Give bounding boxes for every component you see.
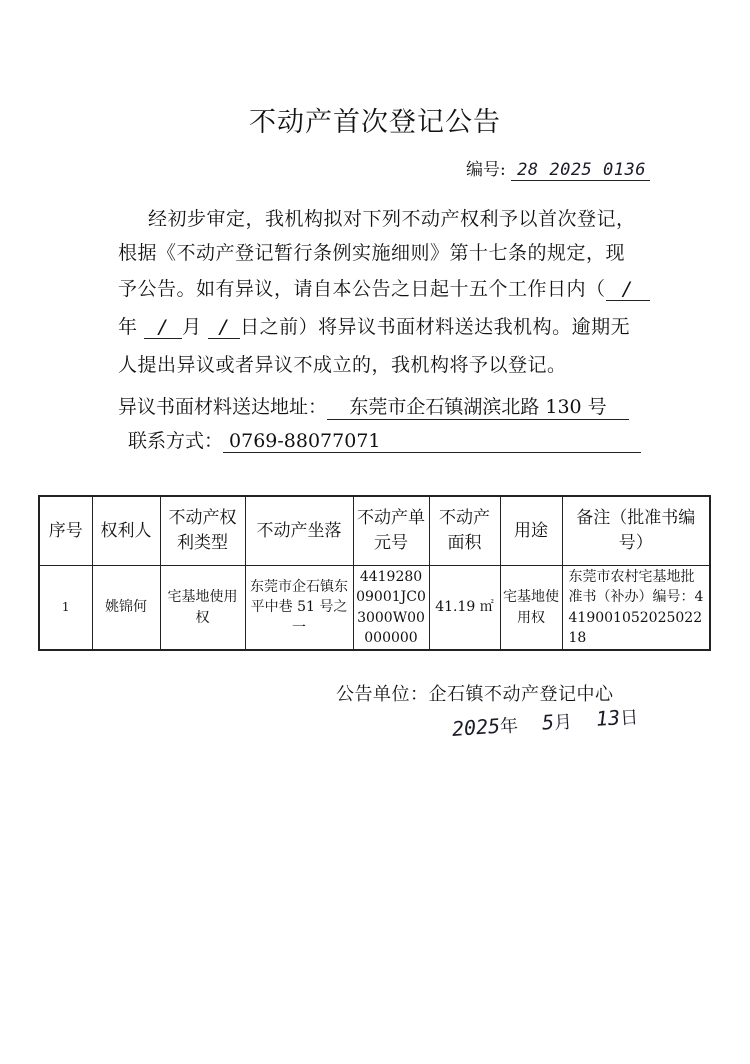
cell-holder: 姚锦何: [92, 566, 160, 651]
cell-use: 宅基地使用权: [500, 566, 562, 651]
deadline-day-blank: /: [208, 316, 240, 339]
publish-date: [451, 703, 639, 742]
date-year: 2025: [451, 713, 501, 741]
cell-right-type: 宅基地使用权: [160, 566, 245, 651]
header-area: 不动产面积: [429, 496, 500, 566]
header-holder: 权利人: [92, 496, 160, 566]
header-right-type: 不动产权利类型: [160, 496, 245, 566]
cell-area: 41.19 ㎡: [429, 566, 500, 651]
serial-number: [466, 155, 650, 180]
deadline-year-blank: /: [606, 278, 650, 301]
date-year-suffix: 年: [499, 715, 519, 738]
serial-value: 28 2025 0136: [511, 160, 650, 181]
header-use: 用途: [500, 496, 562, 566]
cell-unit-no: 441928009001JC03000W00000000: [353, 566, 429, 651]
year-label: 年: [118, 316, 138, 338]
table-row: [39, 566, 710, 651]
table-header-row: [39, 496, 710, 566]
month-label: 月: [182, 316, 202, 338]
date-day: 13: [595, 705, 621, 731]
header-unit-no: 不动产单元号: [353, 496, 429, 566]
body-line-2: 根据《不动产登记暂行条例实施细则》第十七条的规定，现: [118, 242, 626, 264]
header-location: 不动产坐落: [245, 496, 353, 566]
objection-address: [118, 392, 629, 420]
date-month-suffix: 月: [553, 711, 573, 734]
body-line-5: 人提出异议或者异议不成立的，我机构将予以登记。: [118, 354, 567, 376]
publisher-label: 公告单位：: [336, 684, 429, 705]
date-day-suffix: 日: [619, 707, 639, 730]
serial-label: 编号:: [466, 160, 506, 180]
body-line-3-text: 予公告。如有异议，请自本公告之日起十五个工作日内（: [118, 278, 606, 300]
body-line-4-text: 日之前）将异议书面材料送达我机构。逾期无: [240, 316, 631, 338]
body-line-3: [118, 274, 650, 301]
address-label: 异议书面材料送达地址：: [118, 396, 328, 418]
cell-location: 东莞市企石镇东平中巷 51 号之一: [245, 566, 353, 651]
header-note: 备注（批准书编号）: [562, 496, 710, 566]
header-index: 序号: [39, 496, 92, 566]
cell-index: 1: [39, 566, 92, 651]
body-line-4: [118, 312, 630, 339]
body-line-1: 经初步审定，我机构拟对下列不动产权利予以首次登记，: [148, 208, 636, 230]
publisher-value: 企石镇不动产登记中心: [428, 684, 614, 705]
deadline-month-blank: /: [144, 316, 182, 339]
contact-info: [128, 426, 641, 453]
registration-table: [38, 495, 711, 651]
contact-value: 0769-88077071: [223, 430, 641, 453]
contact-label: 联系方式：: [128, 430, 224, 452]
publisher: [336, 680, 614, 706]
address-value: 东莞市企石镇湖滨北路 130 号: [327, 392, 629, 420]
date-month: 5: [541, 709, 555, 735]
page-title: 不动产首次登记公告: [249, 107, 501, 138]
cell-note: 东莞市农村宅基地批准书（补办）编号：441900105202502218: [562, 566, 710, 651]
